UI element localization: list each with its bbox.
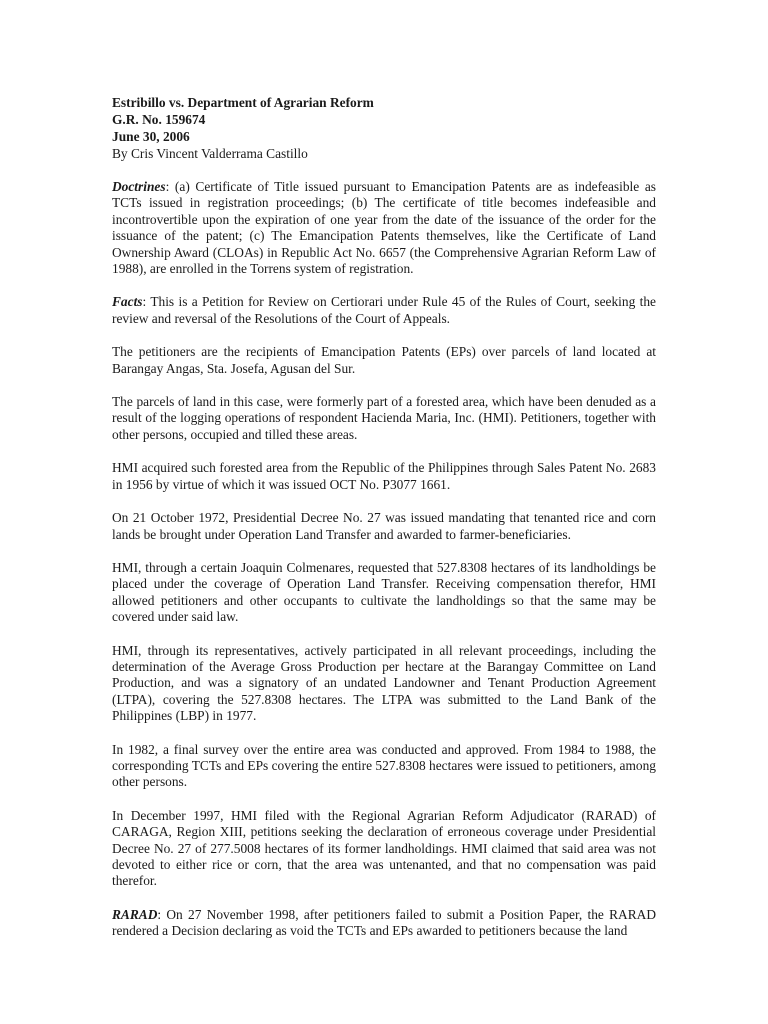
paragraph-text: HMI, through a certain Joaquin Colmenares, requested that 527.8308 hectares of its landholdings be placed under the coverage of Operation Land Transfer. Receiving compensation therefor, HMI allowed petitioners and other occupants to cultivate the landholdings so that the same may be covered under said law. [112, 559, 656, 625]
paragraph-text: The parcels of land in this case, were formerly part of a forested area, which have been denuded as a result of the logging operations of respondent Hacienda Maria, Inc. (HMI). Petitioners, together with other persons, occupied and tilled these areas. [112, 394, 656, 442]
case-header [112, 94, 656, 162]
paragraph-facts [112, 294, 656, 327]
paragraph-lead: RARAD [112, 906, 158, 922]
paragraph [112, 742, 656, 791]
paragraph [112, 344, 656, 377]
paragraph-text: On 21 October 1972, Presidential Decree No. 27 was issued mandating that tenanted rice and corn lands be brought under Operation Land Transfer and awarded to farmer-beneficiaries. [112, 510, 656, 542]
paragraph [112, 394, 656, 443]
paragraph-text: In December 1997, HMI filed with the Regional Agrarian Reform Adjudicator (RARAD) of CARAGA, Region XIII, petitions seeking the declaration of erroneous coverage under Presidential Decree No. 27 of 277.5008 hectares of its former landholdings. HMI claimed that said area was not devoted to either rice or corn, that the area was untenanted, and that no compensation was paid therefor. [112, 807, 656, 889]
case-author: By Cris Vincent Valderrama Castillo [112, 146, 308, 161]
paragraph [112, 643, 656, 725]
paragraph-rarad [112, 907, 656, 940]
paragraph-text: HMI acquired such forested area from the Republic of the Philippines through Sales Patent No. 2683 in 1956 by virtue of which it was issued OCT No. P3077 1661. [112, 460, 656, 492]
paragraph-lead: Doctrines [112, 179, 166, 194]
paragraph-text: : On 27 November 1998, after petitioners failed to submit a Position Paper, the RARAD rendered a Decision declaring as void the TCTs and EPs awarded to petitioners because the land [112, 906, 656, 939]
case-title: Estribillo vs. Department of Agrarian Reform [112, 95, 374, 110]
paragraph [112, 808, 656, 890]
paragraph [112, 510, 656, 543]
case-date: June 30, 2006 [112, 129, 190, 144]
case-gr-number: G.R. No. 159674 [112, 112, 206, 127]
paragraph-text: : This is a Petition for Review on Certiorari under Rule 45 of the Rules of Court, seeking the review and reversal of the Resolutions of the Court of Appeals. [112, 294, 656, 326]
paragraph-text: : (a) Certificate of Title issued pursuant to Emancipation Patents are as indefeasible as TCTs issued in registration proceedings; (b) The certificate of title becomes indefeasible and incontrovertible upon the expiration of one year from the date of the issuance of the order for the issuance of the patent; (c) The Emancipation Patents themselves, like the Certificate of Land Ownership Award (CLOAs) in Republic Act No. 6657 (the Comprehensive Agrarian Reform Law of 1988), are enrolled in the Torrens system of registration. [112, 179, 656, 277]
paragraph-lead: Facts [112, 294, 143, 310]
paragraph-text: HMI, through its representatives, actively participated in all relevant proceedings, including the determination of the Average Gross Production per hectare at the Barangay Committee on Land Production, and was a signatory of an undated Landowner and Tenant Production Agreement (LTPA), covering the 527.8308 hectares. The LTPA was submitted to the Land Bank of the Philippines (LBP) in 1977. [112, 642, 656, 724]
paragraph-doctrines [112, 179, 656, 277]
paragraph-text: The petitioners are the recipients of Emancipation Patents (EPs) over parcels of land located at Barangay Angas, Sta. Josefa, Agusan del Sur. [112, 344, 656, 376]
paragraph [112, 460, 656, 493]
paragraph-text: In 1982, a final survey over the entire area was conducted and approved. From 1984 to 1988, the corresponding TCTs and EPs covering the entire 527.8308 hectares were issued to petitioners, among other persons. [112, 741, 656, 790]
paragraph [112, 560, 656, 626]
